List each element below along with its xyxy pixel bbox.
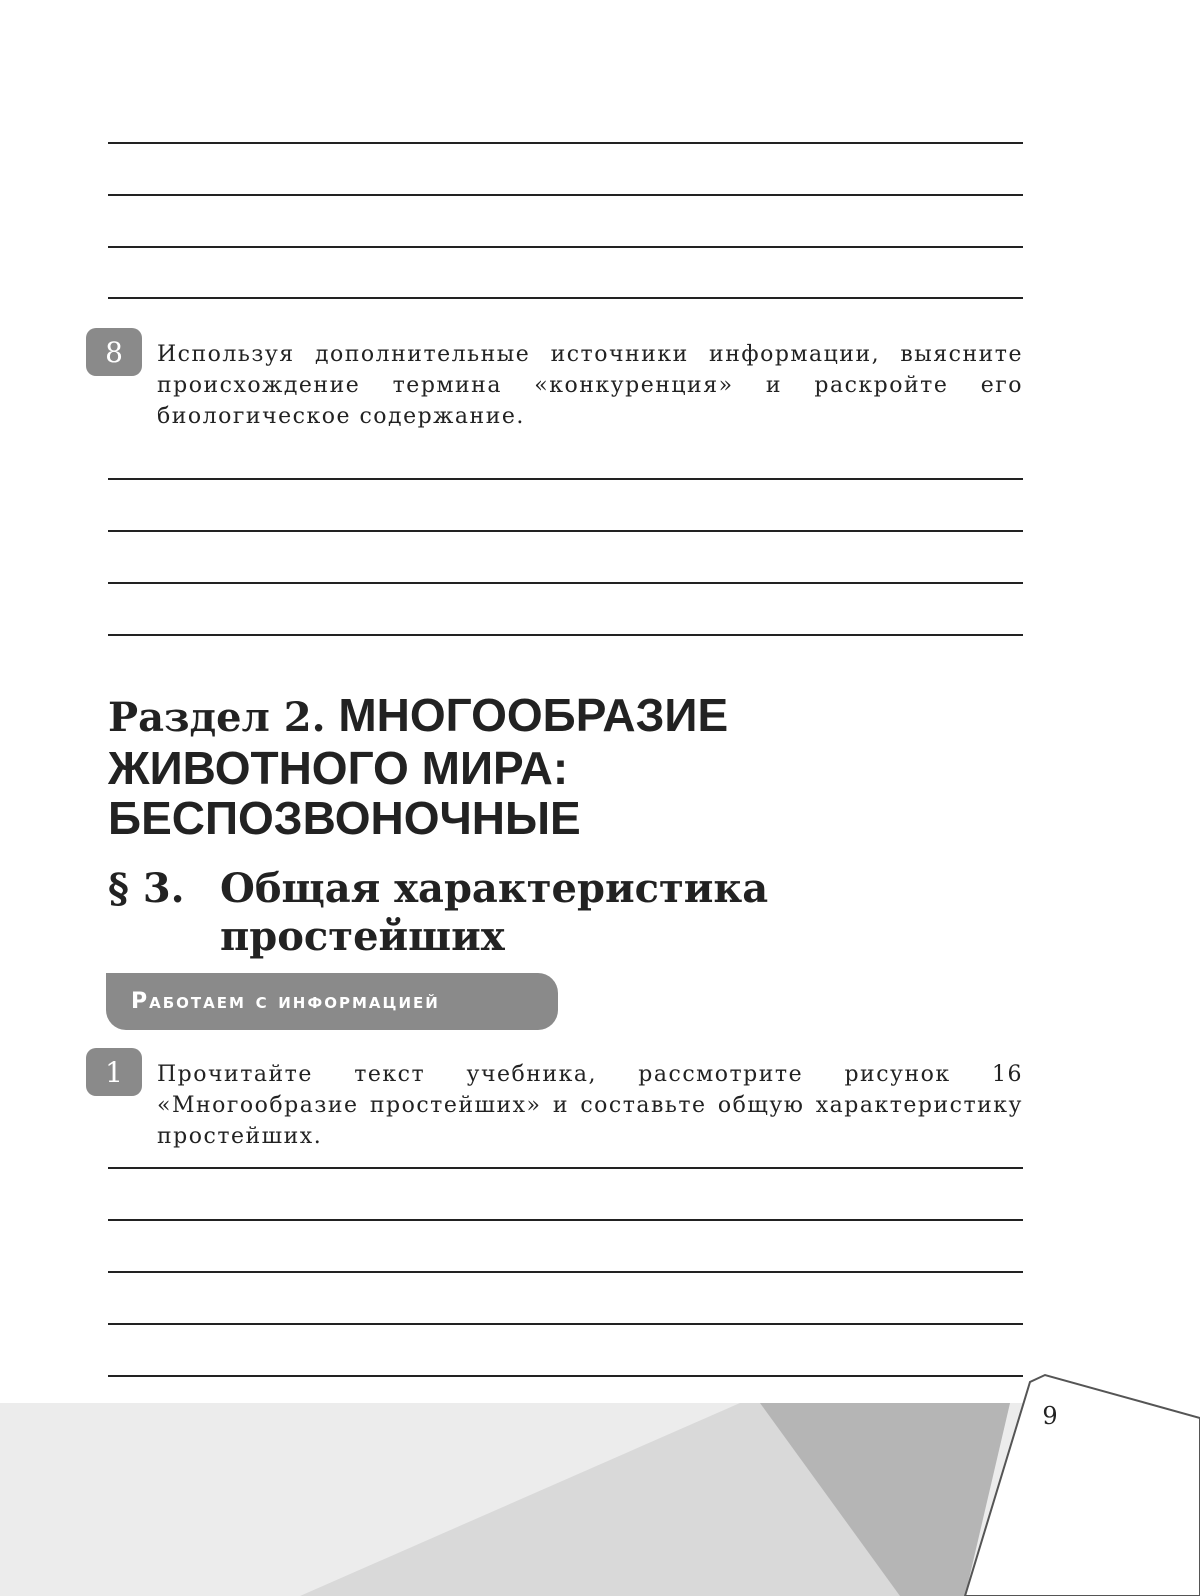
answer-line bbox=[108, 194, 1023, 196]
answer-line bbox=[108, 246, 1023, 248]
answer-line bbox=[108, 1271, 1023, 1273]
answer-line bbox=[108, 634, 1023, 636]
paragraph-title-line2: простейших bbox=[220, 913, 505, 960]
answer-line bbox=[108, 297, 1023, 299]
answer-line bbox=[108, 1167, 1023, 1169]
paragraph-title-line1: Общая характеристика bbox=[220, 865, 769, 912]
answer-line bbox=[108, 142, 1023, 144]
task-text: Используя дополнительные источники информации, выясните происхождение термина «конкуренция» и раскройте его биологическое содержание. bbox=[157, 342, 1023, 429]
page-number: 9 bbox=[1042, 1402, 1058, 1430]
task-number: 8 bbox=[105, 335, 123, 369]
work-with-information-banner bbox=[106, 973, 558, 1030]
answer-line bbox=[108, 478, 1023, 480]
banner-label: Работаем с информацией bbox=[131, 989, 440, 1014]
paragraph-number: § 3. bbox=[108, 865, 185, 912]
section-heading bbox=[108, 690, 908, 843]
task-number-badge bbox=[86, 1048, 142, 1096]
task-text: Прочитайте текст учебника, рассмотрите рисунок 16 «Многообразие простейших» и составьте общую характеристику простейших. bbox=[157, 1062, 1023, 1149]
answer-line bbox=[108, 582, 1023, 584]
section-prefix: Раздел 2. bbox=[108, 694, 326, 741]
footer-decoration bbox=[0, 1370, 1200, 1596]
answer-line bbox=[108, 530, 1023, 532]
answer-line bbox=[108, 1323, 1023, 1325]
task-number: 1 bbox=[105, 1055, 123, 1089]
task-number-badge bbox=[86, 328, 142, 376]
answer-line bbox=[108, 1219, 1023, 1221]
paragraph-heading bbox=[108, 865, 908, 961]
section-title: МНОГООБРАЗИЕ ЖИВОТНОГО МИРА: БЕСПОЗВОНОЧНЫЕ bbox=[108, 689, 729, 844]
